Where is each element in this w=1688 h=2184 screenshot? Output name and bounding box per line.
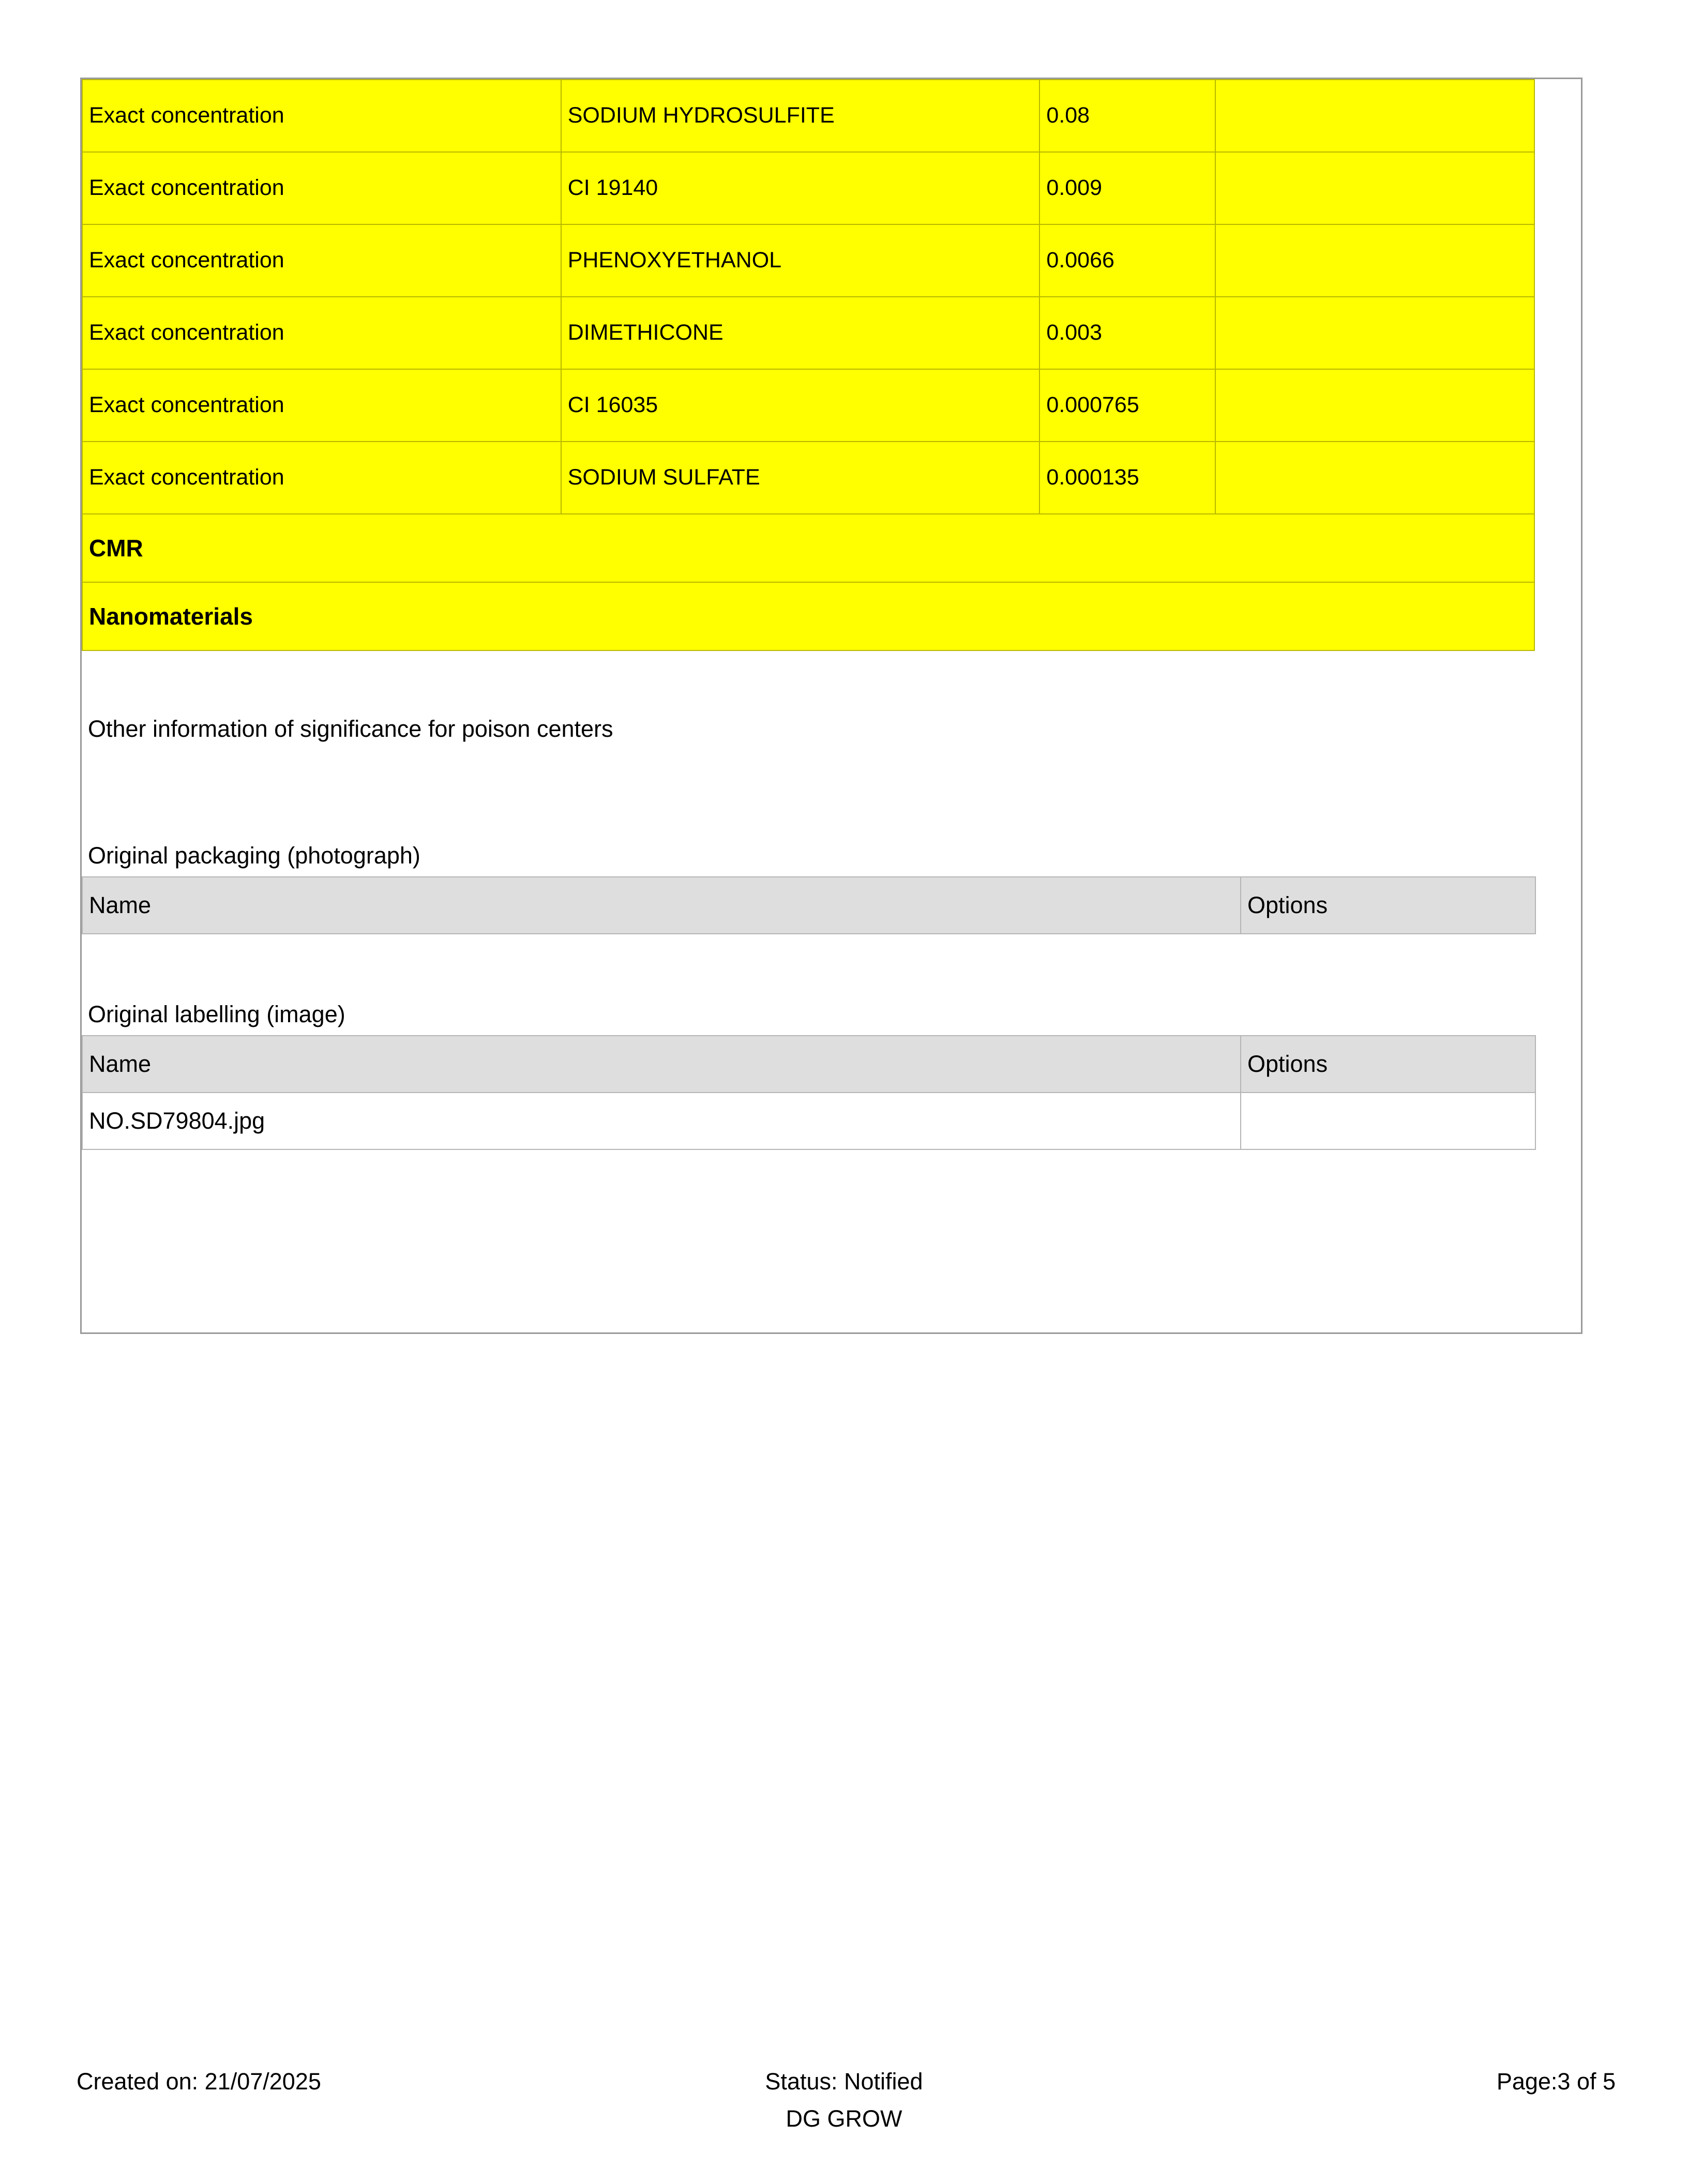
concentration-extra xyxy=(1215,224,1534,297)
section-label-nanomaterials: Nanomaterials xyxy=(82,582,1534,650)
section-row-nanomaterials xyxy=(82,582,1534,650)
concentration-value: 0.000135 xyxy=(1039,442,1215,514)
concentration-type: Exact concentration xyxy=(82,80,561,152)
footer-organisation: DG GROW xyxy=(786,2105,902,2132)
column-header-options: Options xyxy=(1241,1036,1535,1093)
concentration-type: Exact concentration xyxy=(82,224,561,297)
document-panel xyxy=(80,78,1583,1334)
table-header-row xyxy=(82,877,1535,934)
page-footer xyxy=(0,2068,1688,2146)
concentration-extra xyxy=(1215,297,1534,369)
column-header-name: Name xyxy=(82,1036,1241,1093)
table-row xyxy=(82,152,1534,224)
concentration-value: 0.009 xyxy=(1039,152,1215,224)
file-options-cell[interactable] xyxy=(1241,1093,1535,1149)
file-name-cell[interactable]: NO.SD79804.jpg xyxy=(82,1093,1241,1149)
footer-status-block xyxy=(0,2068,1688,2132)
concentration-type: Exact concentration xyxy=(82,297,561,369)
table-row xyxy=(82,297,1534,369)
table-row xyxy=(82,442,1534,514)
other-information-heading: Other information of significance for poison centers xyxy=(88,716,613,742)
concentration-type: Exact concentration xyxy=(82,442,561,514)
concentration-substance: SODIUM SULFATE xyxy=(561,442,1040,514)
concentration-substance: PHENOXYETHANOL xyxy=(561,224,1040,297)
original-packaging-table xyxy=(82,876,1536,934)
concentration-extra xyxy=(1215,152,1534,224)
table-header-row xyxy=(82,1036,1535,1093)
concentration-substance: CI 19140 xyxy=(561,152,1040,224)
original-labelling-heading: Original labelling (image) xyxy=(88,1001,345,1027)
column-header-name: Name xyxy=(82,877,1241,934)
section-row-cmr xyxy=(82,514,1534,582)
concentration-extra xyxy=(1215,80,1534,152)
section-label-cmr: CMR xyxy=(82,514,1534,582)
concentration-table xyxy=(82,79,1535,651)
concentration-substance: SODIUM HYDROSULFITE xyxy=(561,80,1040,152)
table-row xyxy=(82,1093,1535,1149)
column-header-options: Options xyxy=(1241,877,1535,934)
concentration-value: 0.08 xyxy=(1039,80,1215,152)
footer-page-number: Page:3 of 5 xyxy=(1496,2068,1616,2095)
concentration-substance: DIMETHICONE xyxy=(561,297,1040,369)
concentration-value: 0.000765 xyxy=(1039,369,1215,442)
concentration-value: 0.0066 xyxy=(1039,224,1215,297)
table-row xyxy=(82,80,1534,152)
concentration-extra xyxy=(1215,369,1534,442)
concentration-type: Exact concentration xyxy=(82,152,561,224)
concentration-value: 0.003 xyxy=(1039,297,1215,369)
concentration-extra xyxy=(1215,442,1534,514)
concentration-substance: CI 16035 xyxy=(561,369,1040,442)
original-labelling-table xyxy=(82,1035,1536,1150)
table-row xyxy=(82,369,1534,442)
footer-created-on: Created on: 21/07/2025 xyxy=(77,2068,321,2095)
original-packaging-heading: Original packaging (photograph) xyxy=(88,842,420,869)
footer-status: Status: Notified xyxy=(765,2068,923,2095)
table-row xyxy=(82,224,1534,297)
concentration-type: Exact concentration xyxy=(82,369,561,442)
